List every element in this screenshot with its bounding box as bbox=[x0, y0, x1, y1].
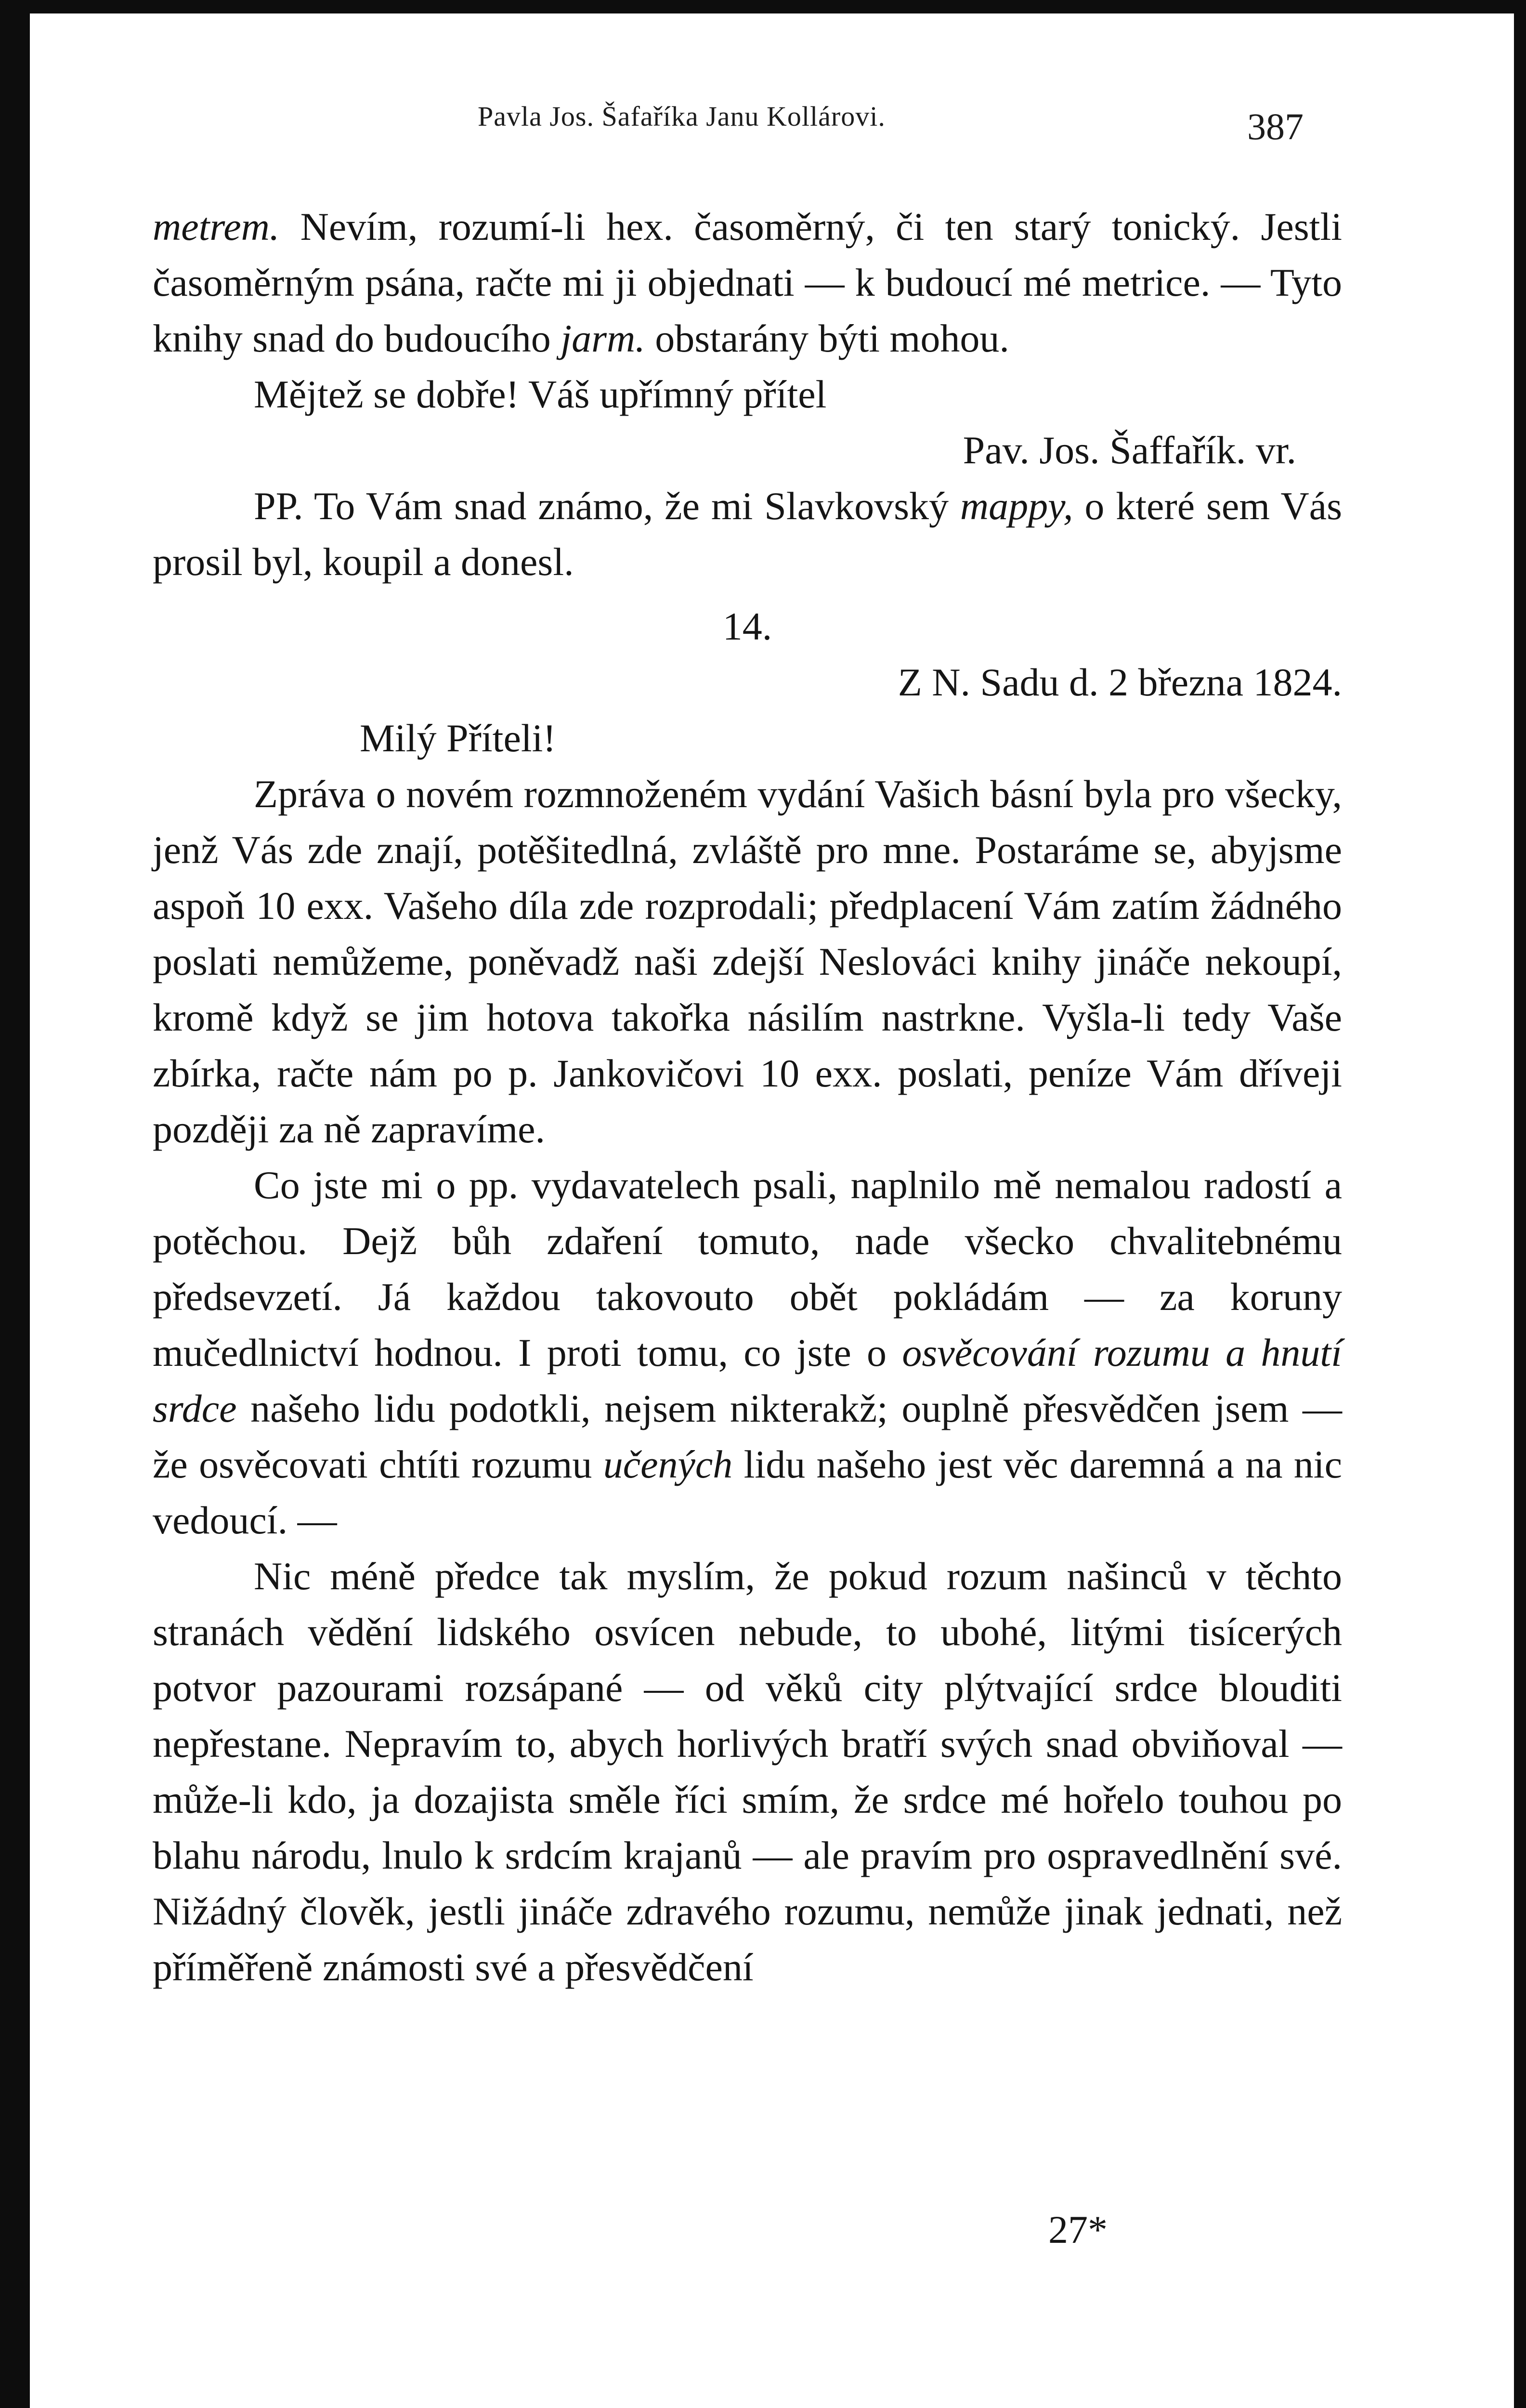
letter-place-date: Z N. Sadu d. 2 března 1824. bbox=[898, 660, 1342, 704]
italic-text: mappy, bbox=[960, 484, 1073, 528]
signature-mark: 27* bbox=[1048, 2208, 1108, 2251]
text-run: obstarány býti mohou. bbox=[645, 316, 1009, 360]
text-run: Co jste mi o pp. vydavatelech psali, naplnilo mě nemalou radostí a potěchou. Dejž bůh zdaření tomuto, nade všecko chvalitebnému předsevzetí. Já každou takovouto obět pokládám — za koruny mučedlnictví hodnou. I proti tomu, co jste o bbox=[153, 1163, 1342, 1374]
book-page bbox=[30, 13, 1514, 2408]
running-head-title: Pavla Jos. Šafaříka Janu Kollárovi. bbox=[478, 101, 886, 132]
page-number: 387 bbox=[1247, 105, 1304, 147]
text-run: PP. To Vám snad známo, že mi Slavkovský bbox=[254, 484, 960, 528]
paragraph bbox=[153, 1157, 1342, 1548]
letter-salutation: Milý Příteli! bbox=[360, 716, 556, 760]
letter-closing: Mějtež se dobře! Váš upřímný přítel bbox=[254, 372, 827, 416]
text-run: našeho lidu podotkli, nejsem nikterakž; ouplně přesvědčen jsem — že osvěcovati chtíti rozumu bbox=[153, 1387, 1342, 1486]
letter-number: 14. bbox=[722, 604, 772, 648]
italic-text: jarm. bbox=[561, 316, 645, 360]
italic-text: učených bbox=[603, 1442, 733, 1486]
postscript bbox=[153, 478, 1342, 590]
letter-signature: Pav. Jos. Šaffařík. vr. bbox=[963, 428, 1296, 472]
italic-text: osvěcování rozumu a hnutí srdce bbox=[153, 1331, 1342, 1430]
text-run: o které sem Vás prosil byl, koupil a donesl. bbox=[153, 484, 1342, 584]
body-text bbox=[153, 199, 1342, 1995]
text-run: Nevím, rozumí-li hex. časoměrný, či ten starý tonický. Jestli časoměrným psána, račte mi ji objednati — k budoucí mé metrice. — Tyto knihy snad do budoucího bbox=[153, 205, 1342, 360]
italic-text: metrem. bbox=[153, 205, 280, 249]
paragraph: Nic méně předce tak myslím, že pokud rozum našinců v těchto stranách vědění lidského osvícen nebude, to ubohé, litými tisícerých potvor pazourami rozsápané — od věků city plýtvající srdce blouditi nepřestane. Nepravím to, abych horlivých bratří svých snad obviňoval — může-li kdo, ja dozajista směle říci smím, že srdce mé hořelo touhou po blahu národu, lnulo k srdcím krajanů — ale pravím pro ospravedlnění své. Nižádný člověk, jestli jináče zdravého rozumu, nemůže jinak jednati, než příměřeně známosti své a přesvědčení bbox=[153, 1554, 1342, 1989]
text-run: lidu našeho jest věc daremná a na nic vedoucí. — bbox=[153, 1442, 1342, 1542]
paragraph bbox=[153, 199, 1342, 366]
paragraph: Zpráva o novém rozmnoženém vydání Vašich básní byla pro všecky, jenž Vás zde znají, potěšitedlná, zvláště pro mne. Postaráme se, abyjsme aspoň 10 exx. Vašeho díla zde rozprodali; předplacení Vám zatím žádného poslati nemůžeme, poněvadž naši zdejší Neslováci knihy jináče nekoupí, kromě když se jim hotova takořka násilím nastrkne. Vyšla-li tedy Vaše zbírka, račte nám po p. Jankovičovi 10 exx. poslati, peníze Vám dříveji později za ně zapravíme. bbox=[153, 772, 1342, 1151]
